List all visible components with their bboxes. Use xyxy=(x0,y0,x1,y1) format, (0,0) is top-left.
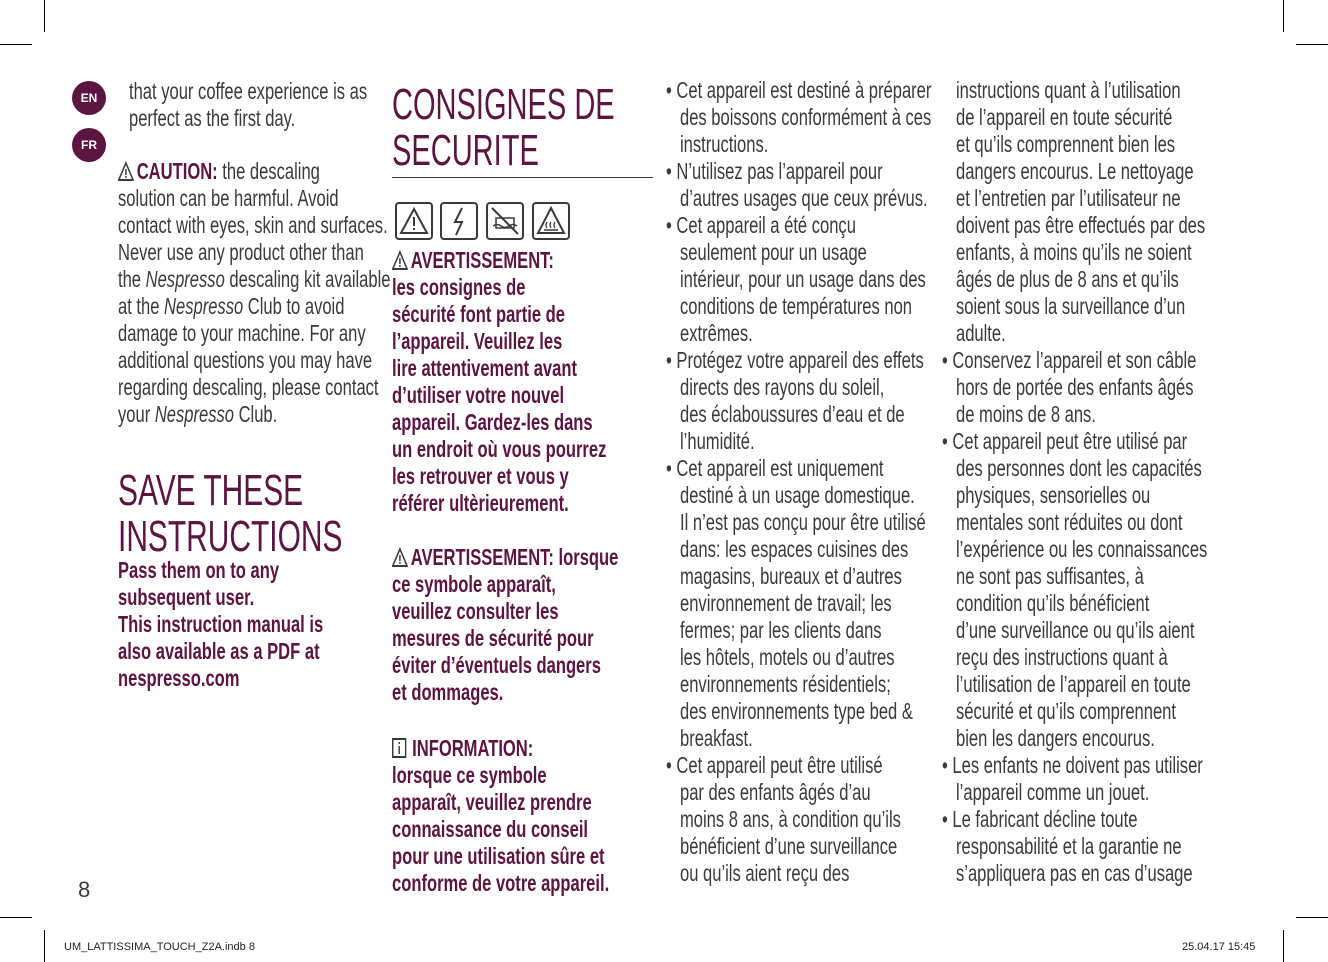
notice-line: This instruction manual is xyxy=(118,611,324,637)
warning-line: mesures de sécurité pour xyxy=(392,625,594,651)
bullet-continuation: par des enfants âgés d’au xyxy=(680,779,871,805)
bullet-continuation: l’humidité. xyxy=(680,428,755,454)
bullet-continuation: instructions quant à l’utilisation xyxy=(956,77,1181,103)
bullet-continuation: des environnements type bed & xyxy=(680,698,913,724)
bullet-continuation: moins 8 ans, à condition qu’ils xyxy=(680,806,901,832)
hot-surface-icon xyxy=(532,202,570,240)
bullet-continuation: bien les dangers encourus. xyxy=(956,725,1155,751)
bullet-continuation: des personnes dont les capacités xyxy=(956,455,1202,481)
bullet-continuation: doivent pas être effectués par des xyxy=(956,212,1206,238)
bullet-continuation: responsabilité et la garantie ne xyxy=(956,833,1182,859)
warning-line: d’utiliser votre nouvel xyxy=(392,382,565,408)
caution-line: your Nespresso Club. xyxy=(118,401,278,427)
bullet-continuation: des boissons conformément à ces xyxy=(680,104,932,130)
warning-line: éviter d’éventuels dangers xyxy=(392,652,601,678)
bullet-continuation: dangers encourus. Le nettoyage xyxy=(956,158,1194,184)
bullet-continuation: de moins de 8 ans. xyxy=(956,401,1096,427)
warning-symbol xyxy=(392,544,706,706)
bullet-continuation: conditions de températures non xyxy=(680,293,912,319)
caution-line: Never use any product other than xyxy=(118,239,364,265)
warning-line: INFORMATION: xyxy=(392,735,694,762)
caution-line: the Nespresso descaling kit available xyxy=(118,266,391,292)
caution-line: additional questions you may have xyxy=(118,347,373,373)
information-symbol xyxy=(392,735,694,897)
warning-icon xyxy=(392,247,411,273)
bullet-continuation: Il n’est pas conçu pour être utilisé xyxy=(680,509,926,535)
warning-line: ce symbole apparaît, xyxy=(392,571,556,597)
bullet-continuation: d’autres usages que ceux prévus. xyxy=(680,185,928,211)
bullet-continuation: de l’appareil en toute sécurité xyxy=(956,104,1173,130)
warning-line: conforme de votre appareil. xyxy=(392,870,610,896)
warning-line: lire attentivement avant xyxy=(392,355,577,381)
bullet-continuation: et l’entretien par l’utilisateur ne xyxy=(956,185,1181,211)
warning-line: et dommages. xyxy=(392,679,504,705)
bullet-continuation: s’appliquera pas en cas d’usage xyxy=(956,860,1193,886)
safety-heading: CONSIGNES DE SECURITE xyxy=(392,80,615,175)
bullet-continuation: et qu’ils comprennent bien les xyxy=(956,131,1176,157)
safety-list-column-2 xyxy=(942,77,1305,887)
warning-line: pour une utilisation sûre et xyxy=(392,843,605,869)
bullet-item: • Le fabricant décline toute xyxy=(942,806,1138,832)
heading-rule xyxy=(392,177,653,178)
bullet-continuation: adulte. xyxy=(956,320,1006,346)
crop-mark xyxy=(1283,0,1284,32)
bullet-continuation: l’appareil comme un jouet. xyxy=(956,779,1150,805)
bullet-continuation: les hôtels, motels ou d’autres xyxy=(680,644,895,670)
warning-icon xyxy=(118,158,137,184)
bullet-continuation: âgés de plus de 8 ans et qu’ils xyxy=(956,266,1179,292)
caution-line: contact with eyes, skin and surfaces. xyxy=(118,212,388,238)
bullet-item: • Protégez votre appareil des effets xyxy=(666,347,924,373)
bullet-continuation: directs des rayons du soleil, xyxy=(680,374,885,400)
bullet-continuation: seulement pour un usage xyxy=(680,239,867,265)
bullet-continuation: extrêmes. xyxy=(680,320,753,346)
caution-line: at the Nespresso Club to avoid xyxy=(118,293,345,319)
warning-icon xyxy=(392,544,411,570)
bullet-item: • Cet appareil est destiné à préparer xyxy=(666,77,932,103)
bullet-continuation: instructions. xyxy=(680,131,769,157)
footer-filename: UM_LATTISSIMA_TOUCH_Z2A.indb 8 xyxy=(64,941,255,953)
bullet-continuation: ne sont pas sufﬁsantes, à xyxy=(956,563,1144,589)
warning-line: sécurité font partie de xyxy=(392,301,566,327)
bullet-continuation: physiques, sensorielles ou xyxy=(956,482,1151,508)
save-instructions-heading: SAVE THESE INSTRUCTIONS xyxy=(118,466,343,561)
warning-line: connaissance du conseil xyxy=(392,816,589,842)
bullet-item: • Cet appareil peut être utilisé par xyxy=(942,428,1188,454)
crop-mark xyxy=(44,0,45,32)
bullet-continuation: breakfast. xyxy=(680,725,753,751)
crop-mark xyxy=(1296,917,1328,918)
bullet-item: • Cet appareil a été conçu xyxy=(666,212,856,238)
crop-mark xyxy=(1296,44,1328,45)
bullet-continuation: l’expérience ou les connaissances xyxy=(956,536,1208,562)
crop-mark xyxy=(0,917,32,918)
bullet-continuation: d’une surveillance ou qu’ils aient xyxy=(956,617,1195,643)
bullet-continuation: ou qu’ils aient reçu des xyxy=(680,860,850,886)
warning-line: les consignes de xyxy=(392,274,526,300)
intro-text: that your coffee experience is as perfect as the ﬁrst day. xyxy=(129,78,368,131)
electric-icon xyxy=(440,202,478,240)
info-icon xyxy=(392,735,412,761)
bullet-continuation: dans: les espaces cuisines des xyxy=(680,536,909,562)
notice-line: subsequent user. xyxy=(118,584,255,610)
caution-line: damage to your machine. For any xyxy=(118,320,366,346)
bullet-continuation: des éclaboussures d’eau et de xyxy=(680,401,905,427)
notice-line: nespresso.com xyxy=(118,665,240,691)
warning-line: AVERTISSEMENT: lorsque xyxy=(392,544,706,571)
warning-line: l’appareil. Veuillez les xyxy=(392,328,563,354)
bullet-continuation: mentales sont réduites ou dont xyxy=(956,509,1183,535)
warning-line: veuillez consulter les xyxy=(392,598,559,624)
crop-mark xyxy=(44,930,45,962)
bullet-continuation: bénéﬁcient d’une surveillance xyxy=(680,833,898,859)
warning-line: les retrouver et vous y xyxy=(392,463,569,489)
bullet-continuation: condition qu’ils bénéﬁcient xyxy=(956,590,1150,616)
warning-icon xyxy=(395,202,433,240)
bullet-continuation: magasins, bureaux et d’autres xyxy=(680,563,902,589)
pass-on-notice xyxy=(118,557,403,692)
notice-line: Pass them on to any xyxy=(118,557,280,583)
page-number: 8 xyxy=(78,877,91,902)
bullet-continuation: intérieur, pour un usage dans des xyxy=(680,266,926,292)
bullet-continuation: hors de portée des enfants âgés xyxy=(956,374,1194,400)
bullet-continuation: environnements résidentiels; xyxy=(680,671,891,697)
bullet-item: • Conservez l’appareil et son câble xyxy=(942,347,1197,373)
bullet-item: • N’utilisez pas l’appareil pour xyxy=(666,158,883,184)
warning-line: AVERTISSEMENT: xyxy=(392,247,690,274)
bullet-continuation: l’utilisation de l’appareil en toute xyxy=(956,671,1191,697)
crop-mark xyxy=(0,44,32,45)
bullet-item: • Cet appareil est uniquement xyxy=(666,455,884,481)
caution-line: solution can be harmful. Avoid xyxy=(118,185,339,211)
bullet-continuation: reçu des instructions quant à xyxy=(956,644,1168,670)
caution-line: regarding descaling, please contact xyxy=(118,374,379,400)
bullet-continuation: sécurité et qu’ils comprennent xyxy=(956,698,1177,724)
bullet-continuation: enfants, à moins qu’ils ne soient xyxy=(956,239,1192,265)
caution-line: CAUTION: the descaling xyxy=(118,158,496,185)
bullet-continuation: environnement de travail; les xyxy=(680,590,892,616)
warning-general xyxy=(392,247,690,517)
lang-badge-fr[interactable]: FR xyxy=(72,128,106,162)
warning-line: un endroit où vous pourrez xyxy=(392,436,607,462)
bullet-item: • Cet appareil peut être utilisé xyxy=(666,752,883,778)
footer-date: 25.04.17 15:45 xyxy=(1182,941,1256,953)
bullet-continuation: destiné à un usage domestique. xyxy=(680,482,915,508)
bullet-item: • Les enfants ne doivent pas utiliser xyxy=(942,752,1203,778)
warning-line: référer ultèrieurement. xyxy=(392,490,569,516)
warning-line: apparaît, veuillez prendre xyxy=(392,789,592,815)
warning-line: appareil. Gardez-les dans xyxy=(392,409,593,435)
bullet-continuation: fermes; par les clients dans xyxy=(680,617,882,643)
notice-line: also available as a PDF at xyxy=(118,638,320,664)
lang-badge-en[interactable]: EN xyxy=(72,81,106,115)
no-water-immersion-icon xyxy=(486,202,524,240)
crop-mark xyxy=(1283,930,1284,962)
bullet-continuation: soient sous la surveillance d’un xyxy=(956,293,1186,319)
warning-line: lorsque ce symbole xyxy=(392,762,547,788)
